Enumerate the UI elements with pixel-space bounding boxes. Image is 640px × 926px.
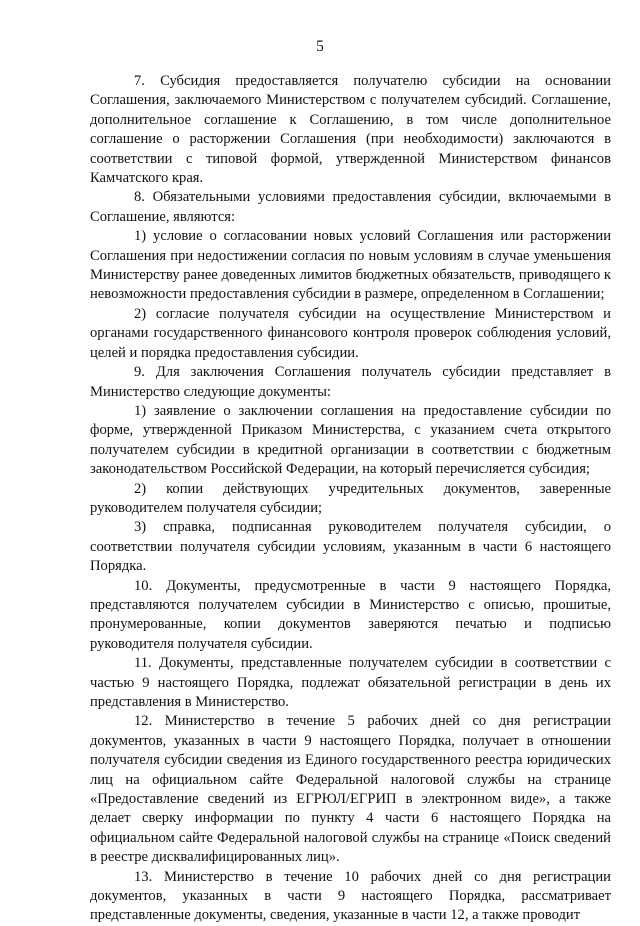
paragraph-9-item-1: 1) заявление о заключении соглашения на предоставление субсидии по форме, утвержденной Приказом Министерства, с указанием счета открытого получателем субсидии в кредитной организации в соответствии с бюджетным законодательством Российской Федерации, на который перечисляется субсидия;	[90, 402, 611, 478]
paragraph-8-item-1: 1) условие о согласовании новых условий Соглашения или расторжении Соглашения при недостижении согласия по новым условиям в случае уменьшения Министерству ранее доведенных лимитов бюджетных обязательств, приводящего к невозможности предоставления субсидии в размере, определенном в Соглашении;	[90, 228, 611, 303]
document-body	[90, 72, 611, 926]
paragraph-13: 13. Министерство в течение 10 рабочих дней со дня регистрации документов, указанных в части 9 настоящего Порядка, рассматривает представленные документы, сведения, указанные в части 12, а также проводит	[90, 868, 611, 924]
paragraph-9-item-2: 2) копии действующих учредительных документов, заверенные руководителем получателя субсидии;	[90, 480, 611, 516]
paragraph-10: 10. Документы, предусмотренные в части 9 настоящего Порядка, представляются получателем субсидии в Министерство с описью, прошитые, пронумерованные, копии документов заверяются печатью и подписью руководителя получателя субсидии.	[90, 577, 611, 652]
paragraph-12: 12. Министерство в течение 5 рабочих дней со дня регистрации документов, указанных в части 9 настоящего Порядка, получает в отношении получателя субсидии сведения из Единого государственного реестра юридических лиц на официальном сайте Федеральной налоговой службы на странице «Предоставление сведений из ЕГРЮЛ/ЕГРИП в электронном виде», а также делает сверку информации по пункту 4 части 6 настоящего Порядка на официальном сайте Федеральной налоговой службы на странице «Поиск сведений в реестре дисквалифицированных лиц».	[90, 713, 611, 866]
paragraph-8-item-2: 2) согласие получателя субсидии на осуществление Министерством и органами государственного финансового контроля проверок соблюдения условий, целей и порядка предоставления субсидии.	[90, 305, 611, 361]
page-number: 5	[316, 38, 324, 55]
paragraph-11: 11. Документы, представленные получателем субсидии в соответствии с частью 9 настоящего Порядка, подлежат обязательной регистрации в день их представления в Министерство.	[90, 655, 611, 710]
paragraph-7: 7. Субсидия предоставляется получателю субсидии на основании Соглашения, заключаемого Министерством с получателем субсидий. Соглашение, дополнительное соглашение к Соглашению, в том числе дополнительное соглашение о расторжении Соглашения (при необходимости) заключаются в соответствии с типовой формой, утвержденной Министерством финансов Камчатского края.	[90, 73, 611, 187]
paragraph-8: 8. Обязательными условиями предоставления субсидии, включаемыми в Соглашение, являются:	[90, 189, 611, 225]
paragraph-9-item-3: 3) справка, подписанная руководителем получателя субсидии, о соответствии получателя субсидии условиям, указанным в части 6 настоящего Порядка.	[90, 519, 611, 575]
paragraph-9: 9. Для заключения Соглашения получатель субсидии представляет в Министерство следующие документы:	[90, 364, 611, 400]
